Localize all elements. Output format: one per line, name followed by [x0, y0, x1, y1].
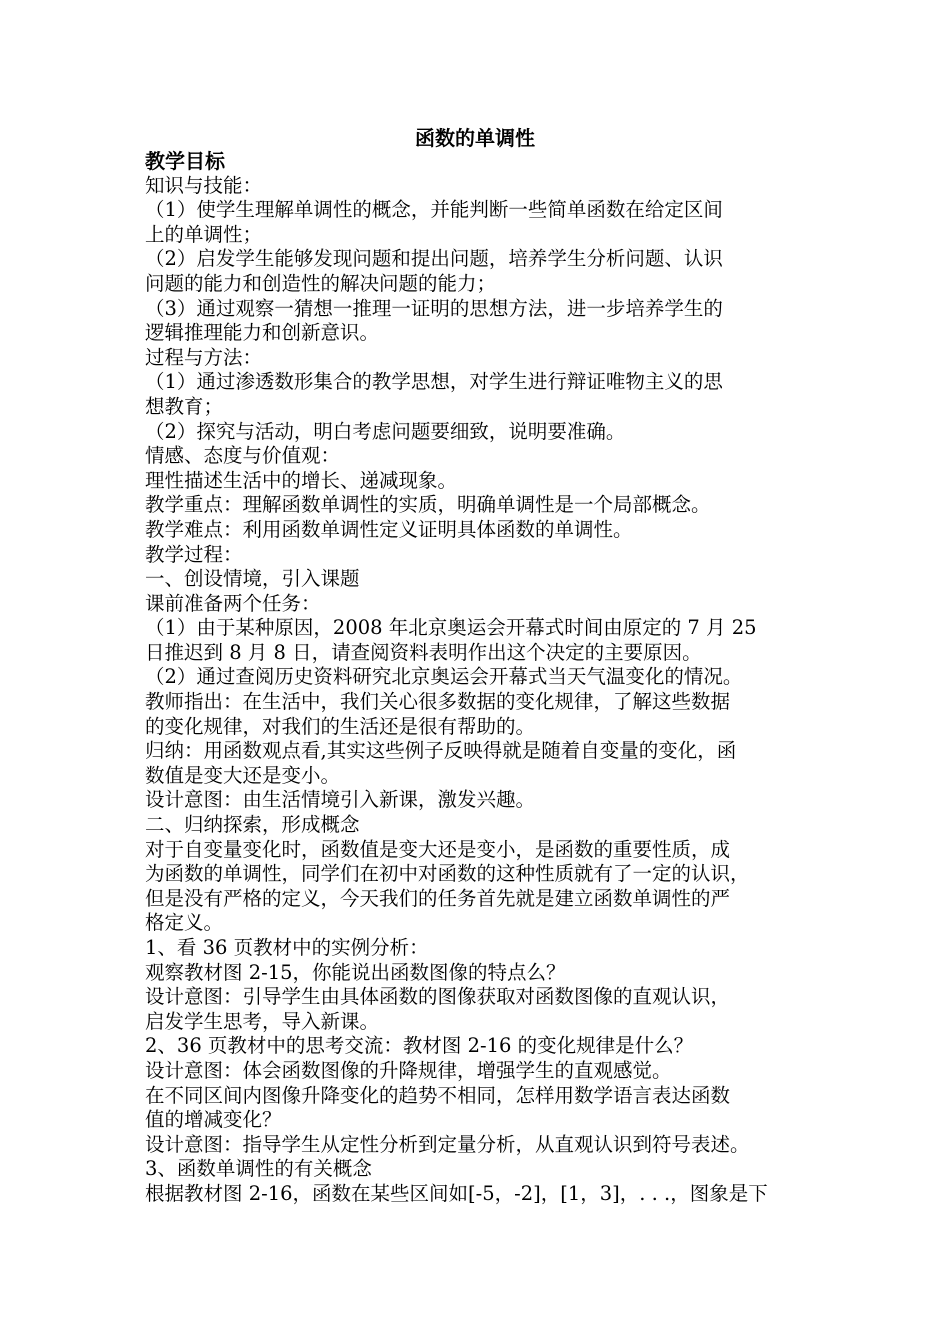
text-line: 教学重点：理解函数单调性的实质，明确单调性是一个局部概念。 [145, 493, 711, 517]
text-line: 的变化规律，对我们的生活还是很有帮助的。 [145, 714, 536, 738]
text-line: （2）通过查阅历史资料研究北京奥运会开幕式当天气温变化的情况。 [145, 665, 743, 689]
text-line: 设计意图：体会函数图像的升降规律，增强学生的直观感觉。 [145, 1058, 672, 1082]
text-line: 2、36 页教材中的思考交流：教材图 2-16 的变化规律是什么？ [145, 1034, 694, 1058]
text-line: 根据教材图 2-16，函数在某些区间如[-5，-2]，[1，3]，. . .，图象是下 [145, 1181, 768, 1205]
text-line: 设计意图：引导学生由具体函数的图像获取对函数图像的直观认识， [145, 985, 731, 1009]
text-line: （2）启发学生能够发现问题和提出问题，培养学生分析问题、认识 [145, 247, 723, 271]
page-title: 函数的单调性 [415, 126, 535, 150]
text-line: 但是没有严格的定义，今天我们的任务首先就是建立函数单调性的严 [145, 886, 731, 910]
text-line: 设计意图：由生活情境引入新课，激发兴趣。 [145, 788, 536, 812]
text-line: 理性描述生活中的增长、递减现象。 [145, 468, 458, 492]
text-line: 想教育； [145, 394, 224, 418]
text-line: 3、函数单调性的有关概念 [145, 1157, 372, 1181]
text-line: 值的增减变化？ [145, 1108, 282, 1132]
text-line: 一、创设情境，引入课题 [145, 567, 360, 591]
text-line: （3）通过观察一猜想一推理一证明的思想方法，进一步培养学生的 [145, 296, 723, 320]
text-line: 知识与技能： [145, 173, 263, 197]
text-line: 1、看 36 页教材中的实例分析： [145, 936, 429, 959]
text-line: 为函数的单调性，同学们在初中对函数的这种性质就有了一定的认识， [145, 862, 750, 886]
text-line: （1）通过渗透数形集合的教学思想，对学生进行辩证唯物主义的思 [145, 370, 723, 394]
text-line: 启发学生思考，导入新课。 [145, 1009, 380, 1033]
document-body [145, 149, 820, 1207]
text-line: （1）由于某种原因，2008 年北京奥运会开幕式时间由原定的 7 月 25 [145, 616, 757, 640]
text-line: 二、归纳探索，形成概念 [145, 813, 360, 837]
text-line: 课前准备两个任务： [145, 591, 321, 615]
text-line: 上的单调性； [145, 222, 263, 246]
text-line: 教师指出：在生活中，我们关心很多数据的变化规律，了解这些数据 [145, 690, 731, 714]
text-line: 设计意图：指导学生从定性分析到定量分析，从直观认识到符号表述。 [145, 1132, 750, 1156]
text-line: 对于自变量变化时，函数值是变大还是变小，是函数的重要性质，成 [145, 837, 731, 861]
text-line: 过程与方法： [145, 345, 263, 369]
text-line: （1）使学生理解单调性的概念，并能判断一些简单函数在给定区间 [145, 198, 723, 222]
section-heading: 教学目标 [145, 149, 225, 173]
text-line: 教学过程： [145, 542, 243, 566]
text-line: 问题的能力和创造性的解决问题的能力； [145, 271, 497, 295]
text-line: 数值是变大还是变小。 [145, 763, 341, 787]
text-line: 格定义。 [145, 911, 224, 935]
text-line: 教学难点：利用函数单调性定义证明具体函数的单调性。 [145, 517, 633, 541]
text-line: 逻辑推理能力和创新意识。 [145, 321, 380, 345]
text-line: 日推迟到 8 月 8 日，请查阅资料表明作出这个决定的主要原因。 [145, 640, 702, 664]
text-line: 在不同区间内图像升降变化的趋势不相同，怎样用数学语言表达函数 [145, 1083, 731, 1107]
text-line: 归纳：用函数观点看,其实这些例子反映得就是随着自变量的变化，函 [145, 739, 737, 763]
text-line: 观察教材图 2-15，你能说出函数图像的特点么？ [145, 960, 566, 984]
text-line: （2）探究与活动，明白考虑问题要细致，说明要准确。 [145, 419, 626, 443]
text-line: 情感、态度与价值观： [145, 444, 341, 468]
